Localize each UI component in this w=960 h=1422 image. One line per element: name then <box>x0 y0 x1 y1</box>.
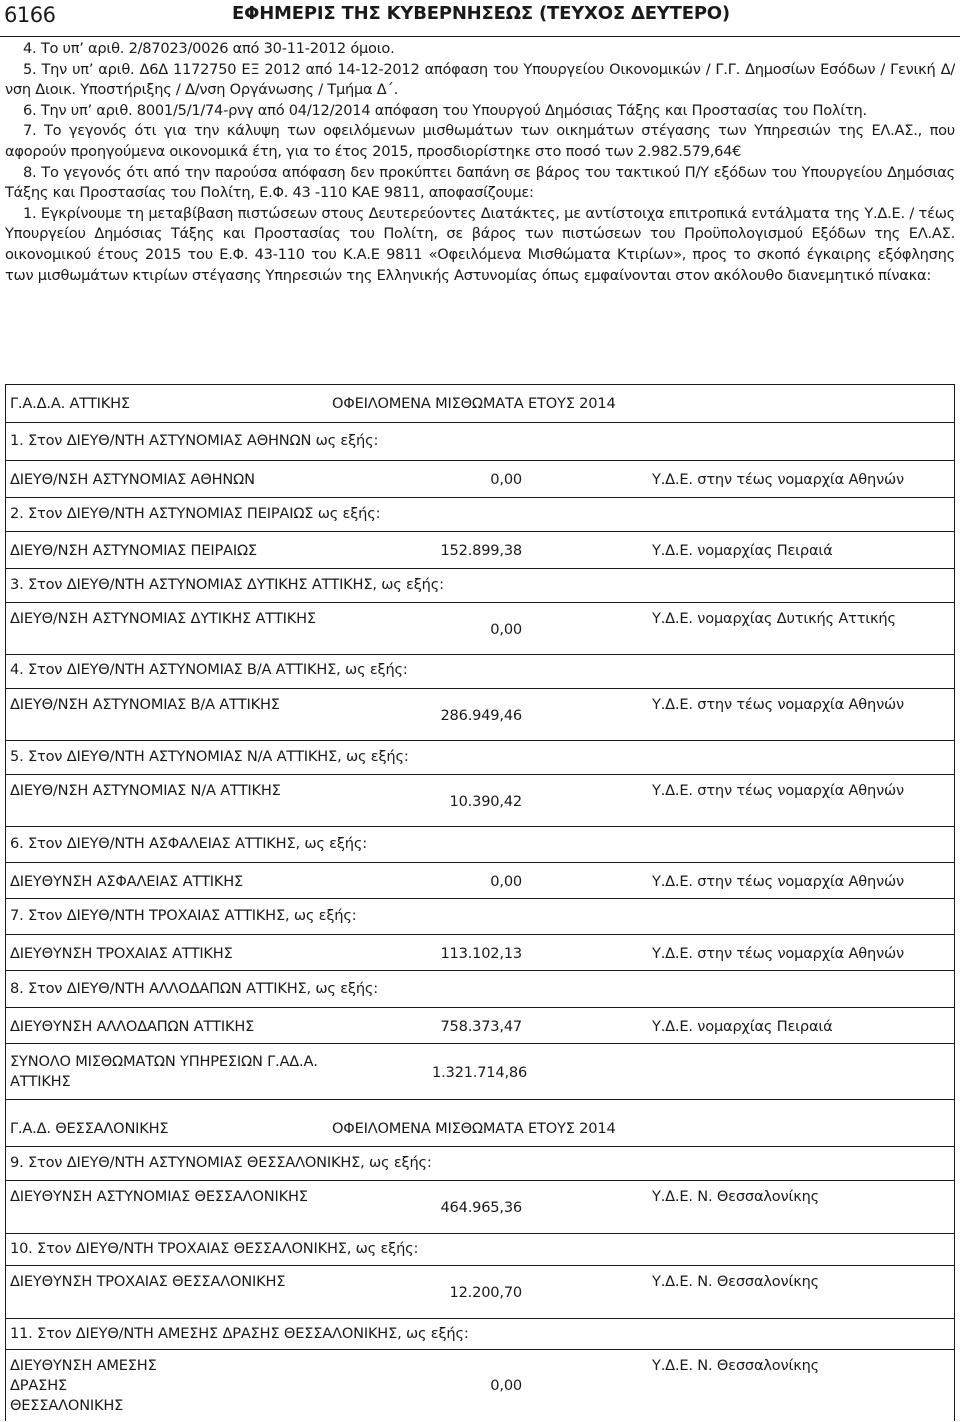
section-heading-row <box>6 898 954 934</box>
section-heading: 2. Στον ΔΙΕΥΘ/ΝΤΗ ΑΣΤΥΝΟΜΙΑΣ ΠΕΙΡΑΙΩΣ ως εξής: <box>10 505 381 522</box>
amount: 0,00 <box>490 873 522 890</box>
agency: Υ.Δ.Ε. στην τέως νομαρχία Αθηνών <box>652 471 905 488</box>
table-row <box>6 531 954 568</box>
allocation-table <box>5 384 955 1421</box>
section-heading: 6. Στον ΔΙΕΥΘ/ΝΤΗ ΑΣΦΑΛΕΙΑΣ ΑΤΤΙΚΗΣ, ως εξής: <box>10 835 367 852</box>
section-heading: 10. Στον ΔΙΕΥΘ/ΝΤΗ ΤΡΟΧΑΙΑΣ ΘΕΣΣΑΛΟΝΙΚΗΣ, ως εξής: <box>10 1240 419 1257</box>
amount: 12.200,70 <box>449 1284 522 1301</box>
table-row <box>6 460 954 497</box>
paragraph-4: 4. Το υπ’ αριθ. 2/87023/0026 από 30-11-2012 όμοιο. <box>23 40 395 57</box>
section-heading: 4. Στον ΔΙΕΥΘ/ΝΤΗ ΑΣΤΥΝΟΜΙΑΣ Β/Α ΑΤΤΙΚΗΣ, ως εξής: <box>10 661 408 678</box>
table-row <box>6 1180 954 1233</box>
unit-name: ΔΙΕΥΘΥΝΣΗ ΤΡΟΧΑΙΑΣ ΑΤΤΙΚΗΣ <box>10 945 233 962</box>
amount: 152.899,38 <box>440 542 522 559</box>
section-heading-row <box>6 970 954 1007</box>
section-heading: 11. Στον ΔΙΕΥΘ/ΝΤΗ ΑΜΕΣΗΣ ΔΡΑΣΗΣ ΘΕΣΣΑΛΟΝΙΚΗΣ, ως εξής: <box>10 1325 469 1342</box>
section-heading: 5. Στον ΔΙΕΥΘ/ΝΤΗ ΑΣΤΥΝΟΜΙΑΣ Ν/Α ΑΤΤΙΚΗΣ, ως εξής: <box>10 748 409 765</box>
agency: Υ.Δ.Ε. Ν. Θεσσαλονίκης <box>652 1188 820 1205</box>
agency: Υ.Δ.Ε. στην τέως νομαρχία Αθηνών <box>652 782 905 799</box>
agency: Υ.Δ.Ε. Ν. Θεσσαλονίκης <box>652 1273 820 1290</box>
amount: 758.373,47 <box>440 1018 522 1035</box>
table-row <box>6 862 954 898</box>
unit-name: ΔΙΕΥΘ/ΝΣΗ ΑΣΤΥΝΟΜΙΑΣ Ν/Α ΑΤΤΙΚΗΣ <box>10 782 281 799</box>
section-heading-row <box>6 568 954 602</box>
section-heading: 8. Στον ΔΙΕΥΘ/ΝΤΗ ΑΛΛΟΔΑΠΩΝ ΑΤΤΙΚΗΣ, ως εξής: <box>10 980 378 997</box>
unit-name: ΔΙΕΥΘΥΝΣΗ ΑΣΦΑΛΕΙΑΣ ΑΤΤΙΚΗΣ <box>10 873 244 890</box>
paragraph-7: 7. Το γεγονός ότι για την κάλυψη των οφειλόμενων μισθωμάτων των οικημάτων στέγασης των Υπηρεσιών της ΕΛ.ΑΣ., που αφορούν προηγούμενα οικονομικά έτη, για το έτος 2015, προσδιορίστηκε στο ποσό των 2.982.579,64€ <box>5 122 955 160</box>
unit-name: ΔΙΕΥΘ/ΝΣΗ ΑΣΤΥΝΟΜΙΑΣ ΑΘΗΝΩΝ <box>10 471 255 488</box>
section-heading-row <box>6 1318 954 1349</box>
agency: Υ.Δ.Ε. Ν. Θεσσαλονίκης <box>652 1357 820 1374</box>
unit-name: ΔΙΕΥΘ/ΝΣΗ ΑΣΤΥΝΟΜΙΑΣ ΠΕΙΡΑΙΩΣ <box>10 542 257 559</box>
paragraph-5: 5. Την υπ’ αριθ. Δ6Δ 1172750 ΕΞ 2012 από 14-12-2012 απόφαση του Υπουργείου Οικονομικών / Γ.Γ. Δημοσίων Εσόδων / Γενική Δ/νση Διοικ. Υποστήριξης / Δ/νση Οργάνωσης / Τμήμα Δ΄. <box>5 60 955 99</box>
table-row <box>6 934 954 970</box>
agency: Υ.Δ.Ε. στην τέως νομαρχία Αθηνών <box>652 945 905 962</box>
section-heading: 7. Στον ΔΙΕΥΘ/ΝΤΗ ΤΡΟΧΑΙΑΣ ΑΤΤΙΚΗΣ, ως εξής: <box>10 907 357 924</box>
amount: 10.390,42 <box>449 793 522 810</box>
amount: 286.949,46 <box>440 707 522 724</box>
unit-name: ΔΙΕΥΘΥΝΣΗ ΤΡΟΧΑΙΑΣ ΘΕΣΣΑΛΟΝΙΚΗΣ <box>10 1273 286 1290</box>
table-row <box>6 774 954 826</box>
unit-name: ΔΙΕΥΘ/ΝΣΗ ΑΣΤΥΝΟΜΙΑΣ ΔΥΤΙΚΗΣ ΑΤΤΙΚΗΣ <box>10 610 316 627</box>
table-row <box>6 602 954 654</box>
unit-name: ΔΙΕΥΘΥΝΣΗ ΑΜΕΣΗΣ ΔΡΑΣΗΣ ΘΕΣΣΑΛΟΝΙΚΗΣ <box>10 1357 157 1414</box>
section-heading: 3. Στον ΔΙΕΥΘ/ΝΤΗ ΑΣΤΥΝΟΜΙΑΣ ΔΥΤΙΚΗΣ ΑΤΤΙΚΗΣ, ως εξής: <box>10 576 444 593</box>
unit-name: ΔΙΕΥΘΥΝΣΗ ΑΛΛΟΔΑΠΩΝ ΑΤΤΙΚΗΣ <box>10 1018 255 1035</box>
section-heading-row <box>6 826 954 862</box>
region-title: Γ.Α.Δ.Α. ΑΤΤΙΚΗΣ <box>10 395 130 412</box>
section-heading-row <box>6 1146 954 1180</box>
page-number: 6166 <box>4 3 56 27</box>
page-header <box>0 0 960 37</box>
body-text <box>5 39 955 286</box>
agency: Υ.Δ.Ε. στην τέως νομαρχία Αθηνών <box>652 873 905 890</box>
agency: Υ.Δ.Ε. νομαρχίας Πειραιά <box>652 542 833 559</box>
agency: Υ.Δ.Ε. νομαρχίας Δυτικής Αττικής <box>652 610 896 627</box>
section-heading: 9. Στον ΔΙΕΥΘ/ΝΤΗ ΑΣΤΥΝΟΜΙΑΣ ΘΕΣΣΑΛΟΝΙΚΗΣ, ως εξής: <box>10 1154 432 1171</box>
unit-name: ΔΙΕΥΘΥΝΣΗ ΑΣΤΥΝΟΜΙΑΣ ΘΕΣΣΑΛΟΝΙΚΗΣ <box>10 1188 308 1205</box>
table-row <box>6 1265 954 1318</box>
total-amount: 1.321.714,86 <box>432 1064 528 1081</box>
gazette-title: ΕΦΗΜΕΡΙΣ ΤΗΣ ΚΥΒΕΡΝΗΣΕΩΣ (ΤΕΥΧΟΣ ΔΕΥΤΕΡΟ) <box>232 3 730 24</box>
amount: 113.102,13 <box>440 945 522 962</box>
amount: 464.965,36 <box>440 1199 522 1216</box>
section-heading-row <box>6 654 954 688</box>
table-title-row <box>6 394 954 418</box>
period-title: ΟΦΕΙΛΟΜΕΝΑ ΜΙΣΘΩΜΑΤΑ ΕΤΟΥΣ 2014 <box>332 1120 616 1137</box>
amount: 0,00 <box>490 621 522 638</box>
section-heading-row <box>6 1233 954 1265</box>
agency: Υ.Δ.Ε. νομαρχίας Πειραιά <box>652 1018 833 1035</box>
total-row <box>6 1043 954 1099</box>
table-row <box>6 1349 954 1422</box>
section-heading-row <box>6 422 954 460</box>
total-label: ΣΥΝΟΛΟ ΜΙΣΘΩΜΑΤΩΝ ΥΠΗΡΕΣΙΩΝ Γ.ΑΔ.Α. ΑΤΤΙΚΗΣ <box>10 1053 318 1090</box>
amount: 0,00 <box>490 1377 522 1394</box>
decision-1: 1. Εγκρίνουμε τη μεταβίβαση πιστώσεων στους Δευτερεύοντες Διατάκτες, με αντίστοιχα επιτροπικά εντάλματα της Υ.Δ.Ε. / τέως Υπουργείου Δημόσιας Τάξης και Προστασίας του Πολίτη, σε βάρος των πιστώσεων του Προϋπολογισμού Εξόδων της ΕΛ.ΑΣ. οικονομικού έτους 2015 του Ε.Φ. 43-110 του Κ.Α.Ε 9811 «Οφειλόμενα Μισθώματα Κτιρίων», προς το σκοπό έγκαιρης εξόφλησης των μισθωμάτων κτιρίων στέγασης Υπηρεσιών της Ελληνικής Αστυνομίας όπως εμφαίνονται στον ακόλουθο διανεμητικό πίνακα: <box>5 204 955 284</box>
period-title: ΟΦΕΙΛΟΜΕΝΑ ΜΙΣΘΩΜΑΤΑ ΕΤΟΥΣ 2014 <box>332 395 616 412</box>
region-title: Γ.Α.Δ. ΘΕΣΣΑΛΟΝΙΚΗΣ <box>10 1120 169 1137</box>
amount: 0,00 <box>490 471 522 488</box>
section-heading-row <box>6 497 954 531</box>
table-title-row <box>6 1099 954 1146</box>
section-heading: 1. Στον ΔΙΕΥΘ/ΝΤΗ ΑΣΤΥΝΟΜΙΑΣ ΑΘΗΝΩΝ ως εξής: <box>10 432 379 449</box>
table-row <box>6 688 954 740</box>
unit-name: ΔΙΕΥΘ/ΝΣΗ ΑΣΤΥΝΟΜΙΑΣ Β/Α ΑΤΤΙΚΗΣ <box>10 696 280 713</box>
paragraph-6: 6. Την υπ’ αριθ. 8001/5/1/74-ρνγ από 04/12/2014 απόφαση του Υπουργού Δημόσιας Τάξης και Προστασίας του Πολίτη. <box>23 101 867 119</box>
paragraph-8: 8. Το γεγονός ότι από την παρούσα απόφαση δεν προκύπτει δαπάνη σε βάρος του τακτικού Π/Υ εξόδων του Υπουργείου Δημόσιας Τάξης και Προστασίας του Πολίτη, Ε.Φ. 43 -110 ΚΑΕ 9811, αποφασίζουμε: <box>5 163 955 202</box>
agency: Υ.Δ.Ε. στην τέως νομαρχία Αθηνών <box>652 696 905 713</box>
section-heading-row <box>6 740 954 774</box>
table-row <box>6 1007 954 1043</box>
